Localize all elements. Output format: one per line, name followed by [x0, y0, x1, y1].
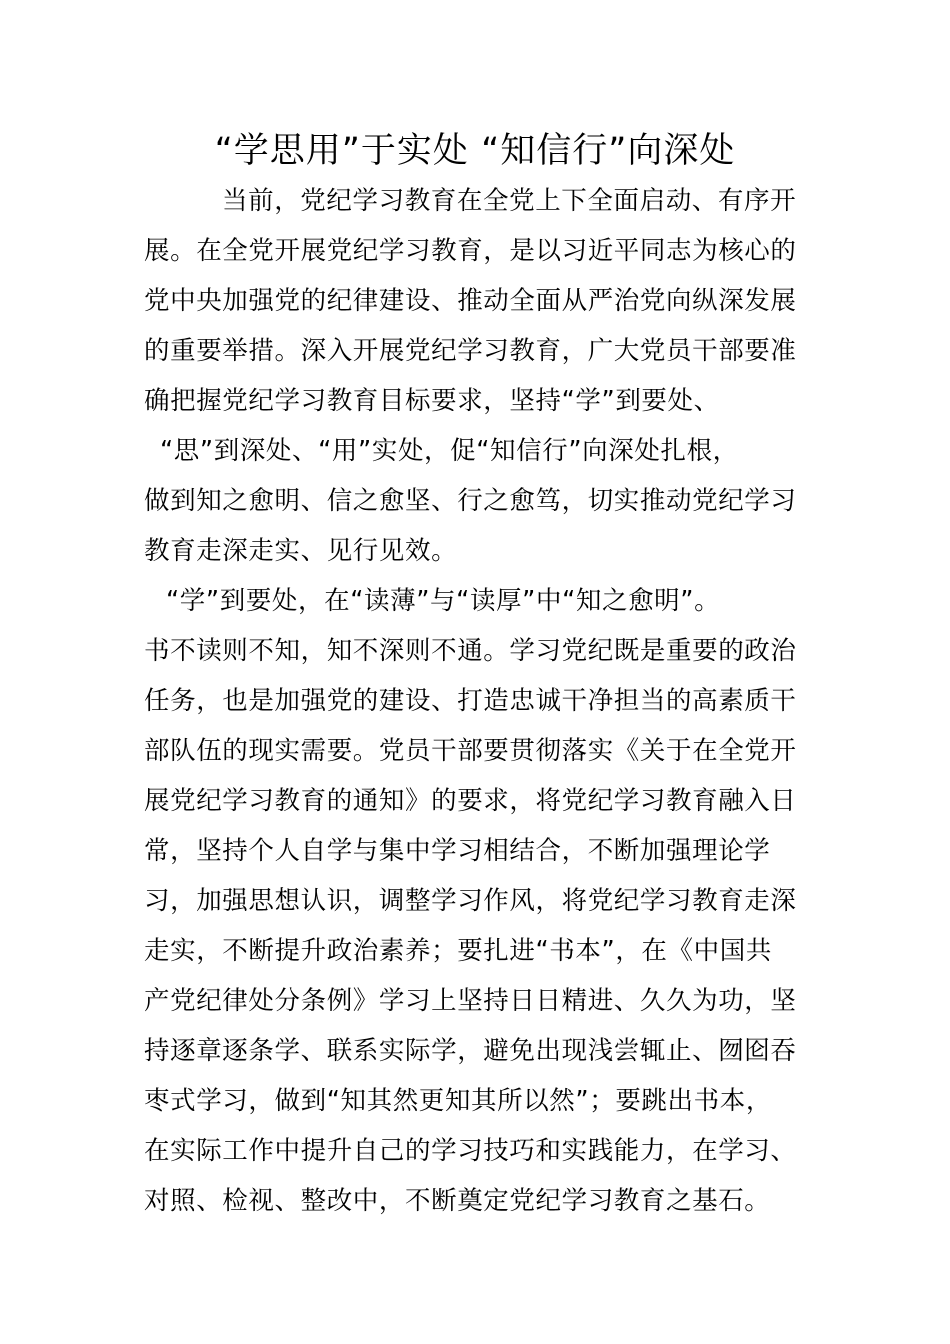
document-body	[144, 176, 814, 1226]
paragraph-2-line-8: 走实，不断提升政治素养；要扎进“书本”，在《中国共	[144, 936, 772, 966]
paragraph-2-line-3: 任务，也是加强党的建设、打造忠诚干净担当的高素质干	[144, 686, 797, 716]
paragraph-1-line-8: 教育走深走实、见行见效。	[144, 536, 458, 566]
paragraph-2-line-12: 在实际工作中提升自己的学习技巧和实践能力，在学习、	[144, 1136, 797, 1166]
document-title: “学思用”于实处 “知信行”向深处	[214, 131, 736, 171]
paragraph-1-line-7: 做到知之愈明、信之愈坚、行之愈笃，切实推动党纪学习	[144, 486, 797, 516]
paragraph-1-line-5: 确把握党纪学习教育目标要求，坚持“学”到要处、	[144, 386, 720, 416]
paragraph-2-line-1: “学”到要处，在“读薄”与“读厚”中“知之愈明”。	[166, 586, 721, 616]
paragraph-2-line-9: 产党纪律处分条例》学习上坚持日日精进、久久为功，坚	[144, 986, 797, 1016]
paragraph-1-line-4: 的重要举措。深入开展党纪学习教育，广大党员干部要准	[144, 336, 797, 366]
paragraph-1-line-3: 党中央加强党的纪律建设、推动全面从严治党向纵深发展	[144, 286, 797, 316]
paragraph-2-line-5: 展党纪学习教育的通知》的要求，将党纪学习教育融入日	[144, 786, 797, 816]
paragraph-2-line-13: 对照、检视、整改中，不断奠定党纪学习教育之基石。	[144, 1186, 771, 1216]
paragraph-2-line-2: 书不读则不知，知不深则不通。学习党纪既是重要的政治	[144, 636, 797, 666]
paragraph-2-line-10: 持逐章逐条学、联系实际学，避免出现浅尝辄止、囫囵吞	[144, 1036, 797, 1066]
paragraph-1-line-1: 当前，党纪学习教育在全党上下全面启动、有序开	[222, 186, 797, 216]
paragraph-1-line-6: “思”到深处、“用”实处，促“知信行”向深处扎根，	[160, 436, 739, 466]
paragraph-2-line-6: 常，坚持个人自学与集中学习相结合，不断加强理论学	[144, 836, 771, 866]
paragraph-2-line-7: 习，加强思想认识，调整学习作风，将党纪学习教育走深	[144, 886, 797, 916]
paragraph-2-line-4: 部队伍的现实需要。党员干部要贯彻落实《关于在全党开	[144, 736, 797, 766]
paragraph-1-line-2: 展。在全党开展党纪学习教育，是以习近平同志为核心的	[144, 236, 797, 266]
paragraph-2-line-11: 枣式学习，做到“知其然更知其所以然”；要跳出书本，	[144, 1086, 772, 1116]
